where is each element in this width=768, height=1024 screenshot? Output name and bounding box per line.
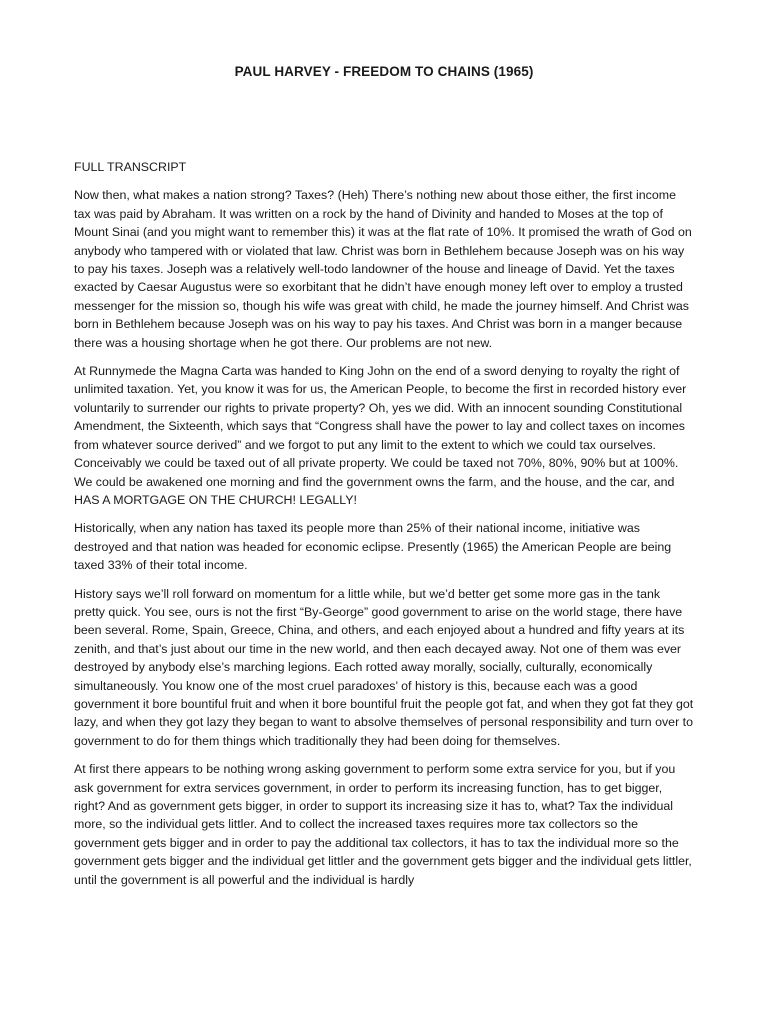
paragraph-1: Now then, what makes a nation strong? Taxes? (Heh) There’s nothing new about those either, the first income tax was paid by Abraham. It was written on a rock by the hand of Divinity and handed to Moses at the top of Mount Sinai (and you might want to remember this) it was at the flat rate of 10%. It promised the wrath of God on anybody who tampered with or violated that law. Christ was born in Bethlehem because Joseph was on his way to pay his taxes. Joseph was a relatively well-todo landowner of the house and lineage of David. Yet the taxes exacted by Caesar Augustus were so exorbitant that he didn’t have enough money left over to employ a trusted messenger for the mission so, though his wife was great with child, he made the journey himself. And Christ was born in Bethlehem because Joseph was on his way to pay his taxes. And Christ was born in a manger because there was a housing shortage when he got there. Our problems are not new. [74, 188, 692, 350]
paragraph-4: History says we’ll roll forward on momentum for a little while, but we’d better get some more gas in the tank pretty quick. You see, ours is not the first “By-George” good government to arise on the world stage, there have been several. Rome, Spain, Greece, China, and others, and each enjoyed about a hundred and fifty years at its zenith, and that’s just about our time in the new world, and then each decayed away. Not one of them was ever destroyed by anybody else’s marching legions. Each rotted away morally, socially, culturally, economically simultaneously. You know one of the most cruel paradoxes’ of history is this, because each was a good government it bore bountiful fruit and when it bore bountiful fruit the people got fat, and when they got fat they got lazy, and when they got lazy they began to want to absolve themselves of personal responsibility and turn over to government to do for them things which traditionally they had been doing for themselves. [74, 586, 694, 748]
paragraph-3: Historically, when any nation has taxed its people more than 25% of their national income, initiative was destroyed and that nation was headed for economic eclipse. Presently (1965) the American People are being taxed 33% of their total income. [74, 521, 672, 573]
transcript-body [74, 158, 694, 889]
document-title: PAUL HARVEY - FREEDOM TO CHAINS (1965) [234, 64, 534, 79]
paragraph-2: At Runnymede the Magna Carta was handed to King John on the end of a sword denying to royalty the right of unlimited taxation. Yet, you know it was for us, the American People, to become the first in recorded history ever voluntarily to surrender our rights to private property? Oh, yes we did. With an innocent sounding Constitutional Amendment, the Sixteenth, which says that “Congress shall have the power to lay and collect taxes on incomes from whatever source derived” and we forgot to put any limit to the extent to which we could tax ourselves. Conceivably we could be taxed out of all private property. We could be taxed not 70%, 80%, 90% but at 100%. We could be awakened one morning and find the government owns the farm, and the house, and the car, and HAS A MORTGAGE ON THE CHURCH! LEGALLY! [74, 364, 687, 507]
paragraph-5: At first there appears to be nothing wrong asking government to perform some extra service for you, but if you ask government for extra services government, in order to perform its increasing function, has to get bigger, right? And as government gets bigger, in order to support its increasing size it has to, what? Tax the individual more, so the individual gets littler. And to collect the increased taxes requires more tax collectors so the government gets bigger and in order to pay the additional tax collectors, it has to tax the individual more so the government gets bigger and the individual get littler and the government gets bigger and the individual gets littler, until the government is all powerful and the individual is hardly [74, 762, 692, 887]
section-label: FULL TRANSCRIPT [74, 160, 187, 174]
